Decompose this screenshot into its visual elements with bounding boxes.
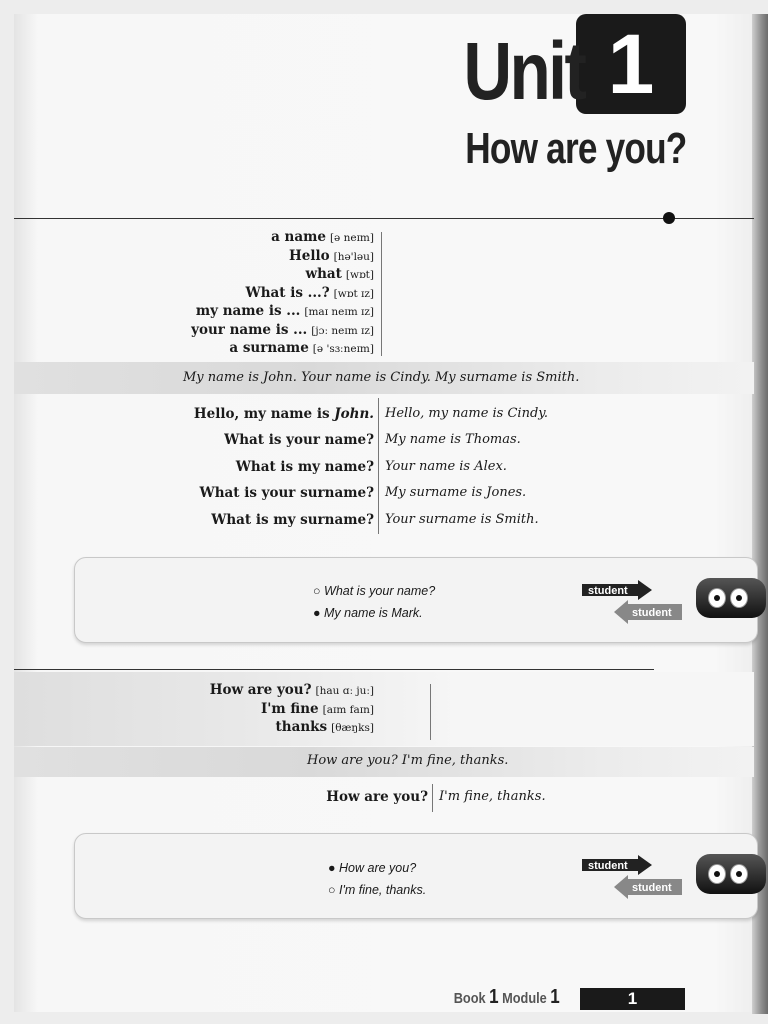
dialogue-line: ○ I'm fine, thanks. bbox=[328, 883, 427, 897]
vocab-item: How are you? [hau ɑː juː] bbox=[209, 682, 374, 698]
vocab-item: What is ...? [wɒt ɪz] bbox=[245, 284, 374, 301]
badge-top-text: student bbox=[588, 860, 628, 872]
unit-subtitle: How are you? bbox=[464, 124, 686, 173]
vocab-item: I'm fine [aɪm faɪn] bbox=[260, 700, 374, 717]
unit-title bbox=[437, 17, 686, 117]
section-divider bbox=[14, 218, 754, 219]
dialogue-line: ● My name is Mark. bbox=[313, 606, 423, 620]
dialogue-line: ○ What is your name? bbox=[313, 584, 436, 598]
example-sentence: How are you? I'm fine, thanks. bbox=[307, 753, 509, 768]
vocab-divider-line bbox=[430, 684, 431, 740]
qa-row: What is your name? My name is Thomas. bbox=[224, 432, 521, 448]
vocab-item: a surname [ə 'sɜːneɪm] bbox=[229, 340, 374, 356]
student-student-badge bbox=[582, 580, 686, 624]
qa-row: How are you? I'm fine, thanks. bbox=[326, 789, 546, 805]
badge-top-text: student bbox=[588, 585, 628, 597]
unit-number: 1 bbox=[576, 14, 686, 114]
vocab-list bbox=[191, 229, 374, 359]
dialogue-text bbox=[313, 580, 435, 624]
vocab-item: my name is ... [maɪ neɪm ɪz] bbox=[195, 303, 374, 319]
qa-row: What is my surname? Your surname is Smith. bbox=[211, 512, 539, 528]
example-sentence: My name is John. Your name is Cindy. My surname is Smith. bbox=[183, 370, 580, 385]
vocab-item: what [wɒt] bbox=[305, 266, 374, 282]
footer-book-module: Book 1 Module 1 bbox=[453, 986, 560, 1008]
badge-bottom-text: student bbox=[632, 882, 672, 894]
vocab-item: Hello [hə'ləu] bbox=[289, 247, 374, 264]
divider-dot bbox=[663, 212, 675, 224]
page-number: 1 bbox=[580, 988, 685, 1010]
section-divider bbox=[14, 669, 654, 670]
vocab-divider-line bbox=[381, 232, 382, 356]
qa-row: What is your surname? My surname is Jones. bbox=[199, 485, 527, 501]
vocab-band bbox=[14, 672, 754, 746]
dialogue-line: ● How are you? bbox=[328, 861, 417, 875]
unit-word: Unit bbox=[463, 26, 584, 117]
qa-row: Hello, my name is John. Hello, my name is Cindy. bbox=[193, 406, 549, 422]
eyes-icon bbox=[696, 854, 766, 894]
vocab-item: a name [ə neɪm] bbox=[271, 229, 374, 245]
vocab-item: thanks [θæŋks] bbox=[275, 719, 374, 735]
qa-row: What is my name? Your name is Alex. bbox=[235, 459, 507, 475]
vocab-list bbox=[210, 682, 374, 738]
student-student-badge bbox=[582, 855, 686, 899]
badge-bottom-text: student bbox=[632, 607, 672, 619]
dialogue-text bbox=[328, 857, 426, 901]
vocab-item: your name is ... [jɔː neɪm ɪz] bbox=[191, 321, 374, 338]
eyes-icon bbox=[696, 578, 766, 618]
